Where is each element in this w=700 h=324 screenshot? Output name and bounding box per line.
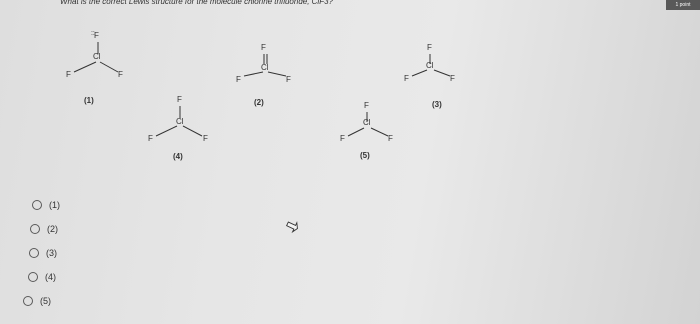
radio-circle-icon[interactable] xyxy=(23,296,33,306)
structure-5 xyxy=(332,98,432,218)
left-atom: F xyxy=(404,74,409,83)
right-atom: F xyxy=(388,134,393,143)
radio-circle-icon[interactable] xyxy=(28,272,38,282)
structure-5-bonds xyxy=(332,98,432,188)
structure-label: (2) xyxy=(254,98,264,107)
option-1[interactable] xyxy=(32,200,60,210)
top-atom: F xyxy=(261,43,266,52)
lone-pair-dots: : : xyxy=(91,30,94,37)
right-atom: F xyxy=(286,75,291,84)
option-label: (1) xyxy=(49,200,60,210)
structure-2-bonds xyxy=(226,40,326,130)
top-atom: F xyxy=(177,95,182,104)
left-atom: F xyxy=(66,70,71,79)
radio-circle-icon[interactable] xyxy=(29,248,39,258)
right-atom: F xyxy=(203,134,208,143)
structure-4 xyxy=(140,92,240,212)
radio-circle-icon[interactable] xyxy=(30,224,40,234)
left-atom: F xyxy=(148,134,153,143)
option-label: (3) xyxy=(46,248,57,258)
left-atom: F xyxy=(340,134,345,143)
structure-label: (1) xyxy=(84,96,94,105)
structure-2 xyxy=(226,40,326,160)
points-badge: 1 point xyxy=(666,0,700,10)
center-atom: Cl xyxy=(261,63,269,72)
center-atom: Cl xyxy=(363,118,371,127)
right-atom: F xyxy=(450,74,455,83)
structure-label: (4) xyxy=(173,152,183,161)
center-atom: Cl xyxy=(426,61,434,70)
option-label: (5) xyxy=(40,296,51,306)
left-atom: F xyxy=(236,75,241,84)
top-atom: F xyxy=(364,101,369,110)
mouse-pointer-icon xyxy=(285,218,299,234)
center-atom: Cl xyxy=(176,117,184,126)
option-label: (4) xyxy=(45,272,56,282)
top-atom: F xyxy=(427,43,432,52)
structure-label: (3) xyxy=(432,100,442,109)
question-text: What is the correct Lewis structure for the molecule chlorine trifluoride, ClF3? xyxy=(60,0,333,6)
top-atom: F xyxy=(94,31,99,40)
radio-circle-icon[interactable] xyxy=(32,200,42,210)
structure-label: (5) xyxy=(360,151,370,160)
right-atom: F xyxy=(118,70,123,79)
option-2[interactable] xyxy=(30,224,58,234)
structure-4-bonds xyxy=(140,92,240,182)
center-atom: Cl xyxy=(93,52,101,61)
option-3[interactable] xyxy=(29,248,57,258)
option-4[interactable] xyxy=(28,272,56,282)
option-label: (2) xyxy=(47,224,58,234)
option-5[interactable] xyxy=(23,296,51,306)
